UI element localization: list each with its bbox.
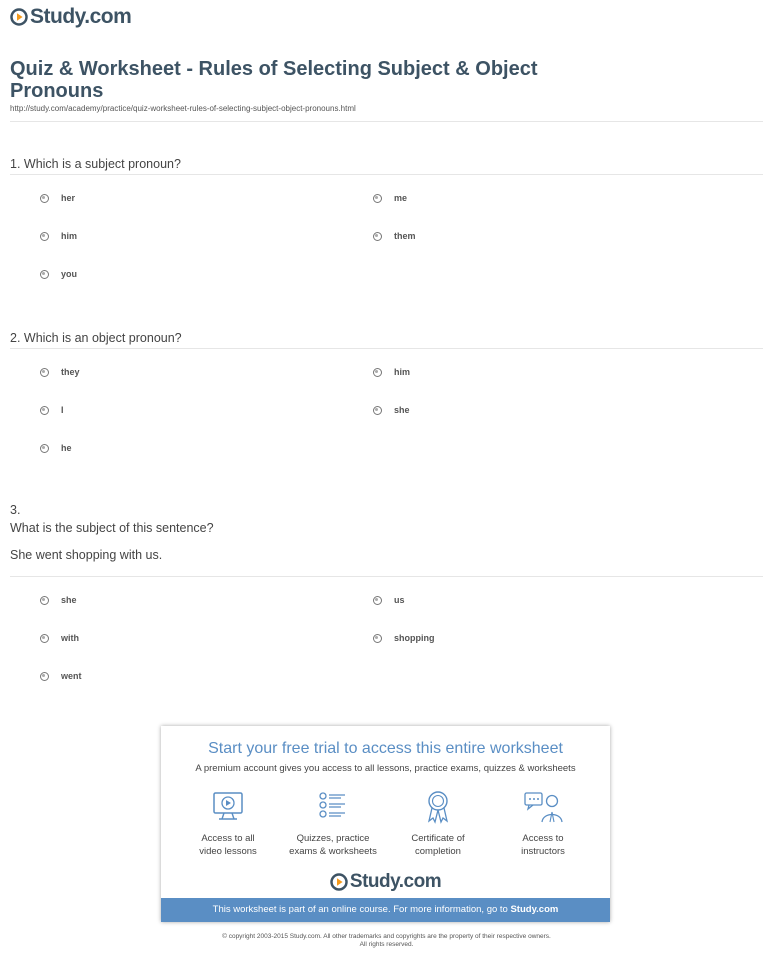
question-2-text: 2. Which is an object pronoun?	[10, 331, 182, 345]
feature-video-lessons	[178, 790, 278, 858]
answer-label: I	[61, 405, 64, 415]
promo-subtitle: A premium account gives you access to all lessons, practice exams, quizzes & worksheets	[195, 763, 576, 774]
answer-label: he	[61, 443, 72, 453]
radio-button[interactable]	[40, 406, 49, 415]
radio-button[interactable]	[373, 634, 382, 643]
answer-option[interactable]	[40, 367, 80, 377]
study-link[interactable]: Study.com	[510, 904, 559, 915]
radio-button[interactable]	[40, 634, 49, 643]
instructor-icon	[523, 790, 563, 824]
page-url[interactable]: http://study.com/academy/practice/quiz-worksheet-rules-of-selecting-subject-object-pronouns.html	[10, 104, 356, 113]
radio-button[interactable]	[40, 194, 49, 203]
radio-button[interactable]	[373, 406, 382, 415]
answer-option[interactable]	[40, 671, 82, 681]
quiz-list-icon	[315, 790, 351, 824]
answer-option[interactable]	[40, 231, 77, 241]
answer-option[interactable]	[373, 633, 435, 643]
answer-label: went	[61, 671, 82, 681]
answer-label: shopping	[394, 633, 435, 643]
radio-button[interactable]	[40, 596, 49, 605]
feature-line: exams & worksheets	[289, 846, 377, 857]
answer-label: you	[61, 269, 78, 279]
answer-label: them	[394, 231, 416, 241]
radio-button[interactable]	[373, 596, 382, 605]
play-logo-icon	[10, 8, 28, 26]
answer-option[interactable]	[373, 367, 410, 377]
page-title: Quiz & Worksheet - Rules of Selecting Subject & Object Pronouns	[10, 58, 538, 102]
study-logo[interactable]	[10, 5, 131, 29]
answer-option[interactable]	[373, 231, 416, 241]
feature-line: instructors	[521, 846, 565, 857]
answer-label: she	[394, 405, 410, 415]
radio-button[interactable]	[40, 232, 49, 241]
play-logo-icon	[330, 873, 348, 891]
question-1-text: 1. Which is a subject pronoun?	[10, 157, 181, 171]
answer-option[interactable]	[373, 405, 410, 415]
promo-bar-text: This worksheet is part of an online course. For more information, go to	[212, 904, 508, 915]
divider	[10, 348, 763, 349]
radio-button[interactable]	[40, 444, 49, 453]
feature-line: completion	[415, 846, 461, 857]
answer-label: him	[61, 231, 78, 241]
feature-line: Access to	[522, 833, 564, 844]
feature-certificate	[388, 790, 488, 858]
answer-label: us	[394, 595, 405, 605]
answer-option[interactable]	[40, 443, 72, 453]
question-3-sentence: She went shopping with us.	[10, 548, 163, 562]
divider	[10, 576, 763, 577]
promo-title: Start your free trial to access this entire worksheet	[208, 740, 563, 757]
question-3-text: What is the subject of this sentence?	[10, 521, 214, 535]
promo-info-bar	[161, 898, 610, 922]
video-lesson-icon	[210, 790, 246, 824]
answer-label: me	[394, 193, 408, 203]
copyright-line: © copyright 2003-2015 Study.com. All other trademarks and copyrights are the property of their respective owners.	[222, 933, 551, 940]
answer-label: they	[61, 367, 80, 377]
answer-option[interactable]	[40, 595, 77, 605]
radio-button[interactable]	[40, 270, 49, 279]
rights-line: All rights reserved.	[359, 941, 414, 948]
promo-study-logo[interactable]	[161, 871, 610, 893]
feature-instructors	[493, 790, 593, 858]
answer-option[interactable]	[373, 193, 407, 203]
answer-label: with	[61, 633, 79, 643]
copyright-footer	[0, 933, 773, 949]
feature-line: video lessons	[199, 846, 257, 857]
certificate-icon	[420, 790, 456, 824]
divider	[10, 121, 763, 122]
divider	[10, 174, 763, 175]
answer-option[interactable]	[40, 405, 64, 415]
radio-button[interactable]	[40, 672, 49, 681]
logo-text: Study.com	[349, 871, 442, 892]
radio-button[interactable]	[373, 368, 382, 377]
radio-button[interactable]	[40, 368, 49, 377]
feature-quizzes	[283, 790, 383, 858]
logo-text: Study.com	[30, 5, 132, 28]
answer-label: she	[61, 595, 77, 605]
radio-button[interactable]	[373, 194, 382, 203]
answer-option[interactable]	[40, 193, 75, 203]
answer-label: her	[61, 193, 76, 203]
feature-line: Certificate of	[411, 833, 465, 844]
radio-button[interactable]	[373, 232, 382, 241]
answer-option[interactable]	[373, 595, 405, 605]
feature-line: Access to all	[201, 833, 255, 844]
free-trial-promo[interactable]	[161, 726, 610, 922]
answer-option[interactable]	[40, 633, 79, 643]
feature-line: Quizzes, practice	[296, 833, 370, 844]
answer-option[interactable]	[40, 269, 77, 279]
question-3-number: 3.	[10, 503, 21, 517]
answer-label: him	[394, 367, 411, 377]
